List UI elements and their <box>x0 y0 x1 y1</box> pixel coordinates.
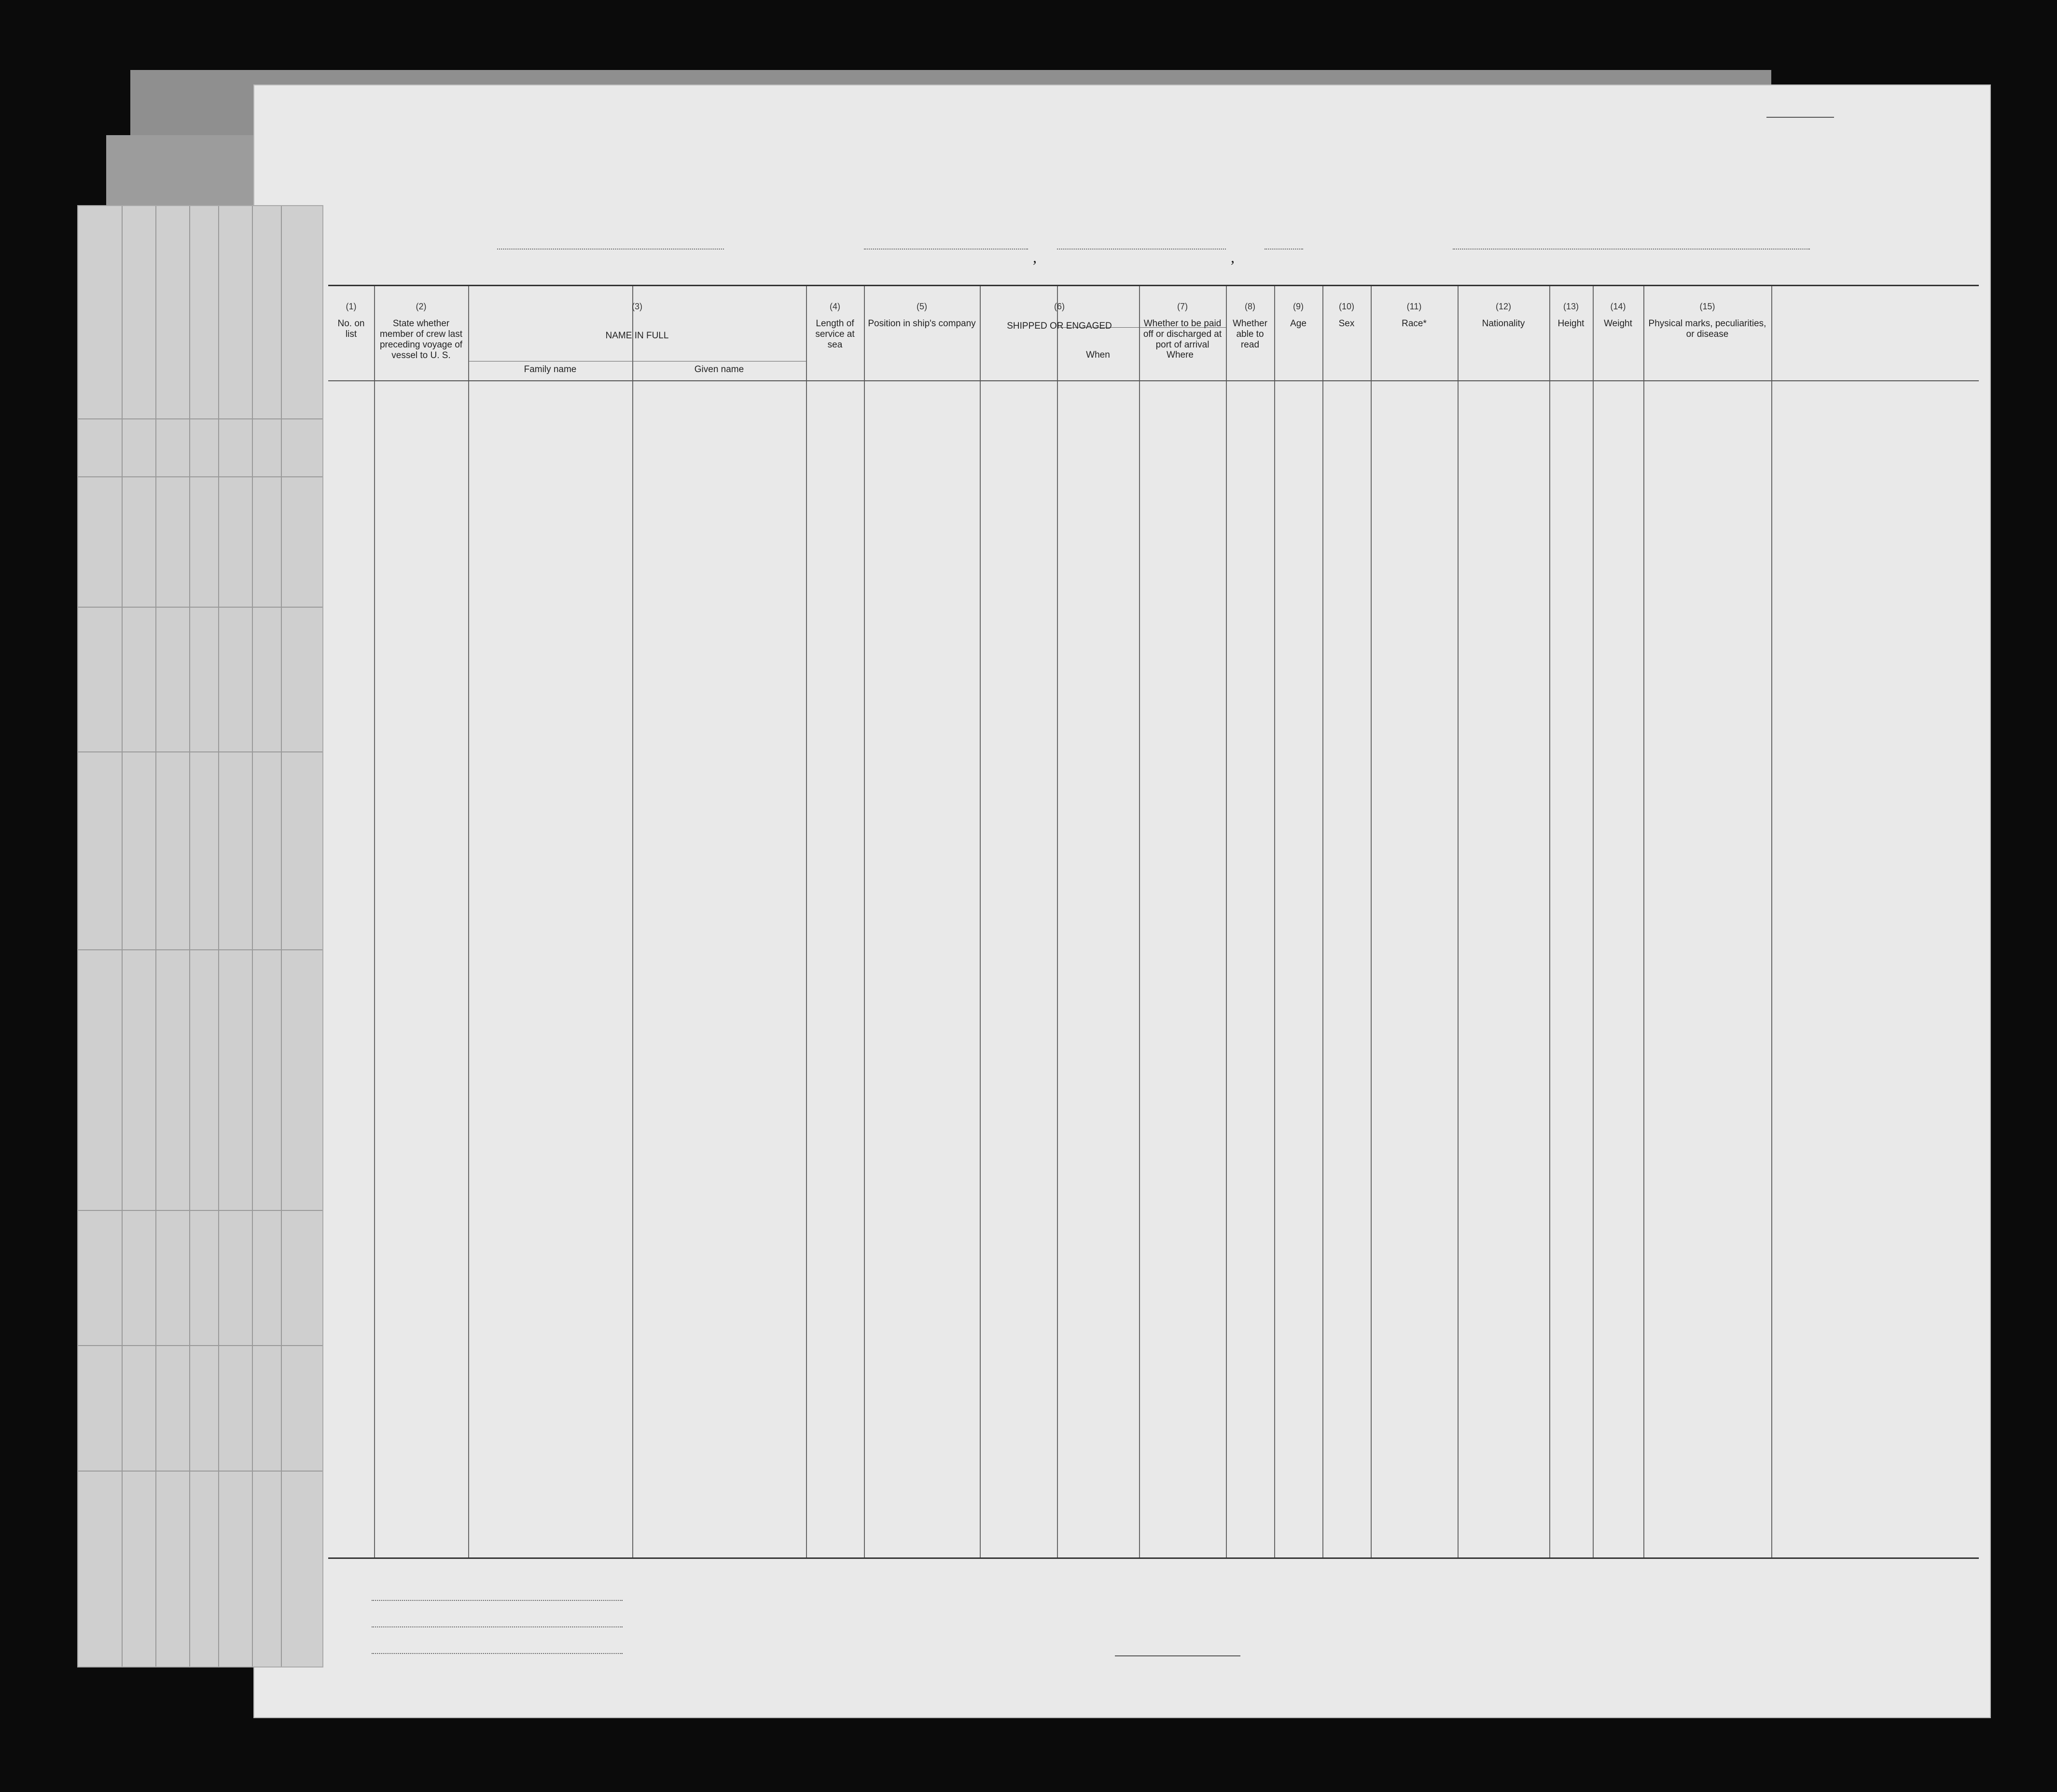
column-heading-age: Age <box>1290 319 1306 329</box>
owners-value <box>372 1626 623 1627</box>
column-divider <box>1226 286 1227 1557</box>
strip-rule <box>78 949 322 950</box>
column-divider <box>980 286 981 1557</box>
column-heading-length: Length of service at sea <box>815 319 855 350</box>
column-heading-no: No. on list <box>337 319 365 339</box>
strip-divider <box>189 206 190 1667</box>
column-number: (9) <box>1293 302 1304 311</box>
column-number: (14) <box>1610 302 1626 311</box>
sheet-number <box>1766 117 1834 118</box>
strip-divider <box>252 206 253 1667</box>
column-number: (3) <box>632 302 642 311</box>
column-divider <box>1643 286 1644 1557</box>
strip-rule <box>78 476 322 477</box>
column-number: (11) <box>1406 302 1422 311</box>
column-heading-where: Where <box>1167 350 1194 360</box>
column-heading-when: When <box>1086 350 1110 360</box>
column-divider <box>632 286 633 1557</box>
column-heading-name: NAME IN FULL <box>605 331 669 341</box>
strip-divider <box>122 206 123 1667</box>
agents-value <box>372 1653 623 1654</box>
column-divider <box>1139 286 1140 1557</box>
vessel-line: , , <box>434 249 1882 273</box>
column-number: (12) <box>1495 302 1511 311</box>
signature-line <box>1115 1655 1240 1656</box>
column-heading-given: Given name <box>694 364 744 375</box>
column-heading-shipped: SHIPPED OR ENGAGED <box>1007 321 1112 331</box>
column-heading-paid: Whether to be paid off or discharged at port of arrival <box>1143 319 1222 350</box>
column-heading-sex: Sex <box>1338 319 1355 329</box>
strip-rule <box>78 751 322 752</box>
column-divider <box>1371 286 1372 1557</box>
strip-rule <box>78 1471 322 1472</box>
column-heading-race: Race* <box>1402 319 1427 329</box>
column-divider <box>1549 286 1550 1557</box>
column-number: (7) <box>1177 302 1188 311</box>
column-number: (2) <box>416 302 427 311</box>
column-number: (8) <box>1245 302 1255 311</box>
header-rule <box>328 380 1979 381</box>
column-divider <box>806 286 807 1557</box>
column-heading-state: State whether member of crew last preceding voyage of vessel to U. S. <box>379 319 463 361</box>
strip-rule <box>78 1345 322 1346</box>
manifest-table <box>328 285 1979 1559</box>
vessel-name <box>497 249 724 250</box>
column-number: (1) <box>346 302 357 311</box>
from-port <box>1453 249 1810 250</box>
column-divider <box>374 286 375 1557</box>
column-divider <box>1458 286 1459 1557</box>
column-divider <box>468 286 469 1557</box>
discharged-seamen-strip <box>77 205 323 1667</box>
column-number: (13) <box>1563 302 1579 311</box>
column-heading-read: Whether able to read <box>1233 319 1267 350</box>
arrival-year <box>1265 249 1303 250</box>
strip-divider <box>281 206 282 1667</box>
column-number: (15) <box>1699 302 1715 311</box>
strip-divider <box>155 206 156 1667</box>
column-divider <box>1274 286 1275 1557</box>
column-divider <box>864 286 865 1557</box>
strip-rule <box>78 607 322 608</box>
arriving-port <box>864 249 1028 250</box>
strip-rule <box>78 418 322 419</box>
column-divider <box>1057 286 1058 1557</box>
column-number: (6) <box>1054 302 1065 311</box>
strip-rule <box>78 1210 322 1211</box>
column-divider <box>1322 286 1323 1557</box>
column-number: (10) <box>1338 302 1354 311</box>
arrival-date <box>1057 249 1226 250</box>
column-heading-position: Position in ship's company <box>868 319 976 329</box>
column-divider <box>1771 286 1772 1557</box>
column-heading-weight: Weight <box>1604 319 1632 329</box>
column-number: (4) <box>830 302 840 311</box>
column-divider <box>1593 286 1594 1557</box>
column-heading-nationality: Nationality <box>1482 319 1525 329</box>
column-number: (5) <box>917 302 927 311</box>
column-heading-height: Height <box>1557 319 1584 329</box>
strip-divider <box>218 206 219 1667</box>
column-heading-family: Family name <box>524 364 577 375</box>
column-heading-marks: Physical marks, peculiarities, or disease <box>1648 319 1766 339</box>
line-value <box>372 1600 623 1601</box>
